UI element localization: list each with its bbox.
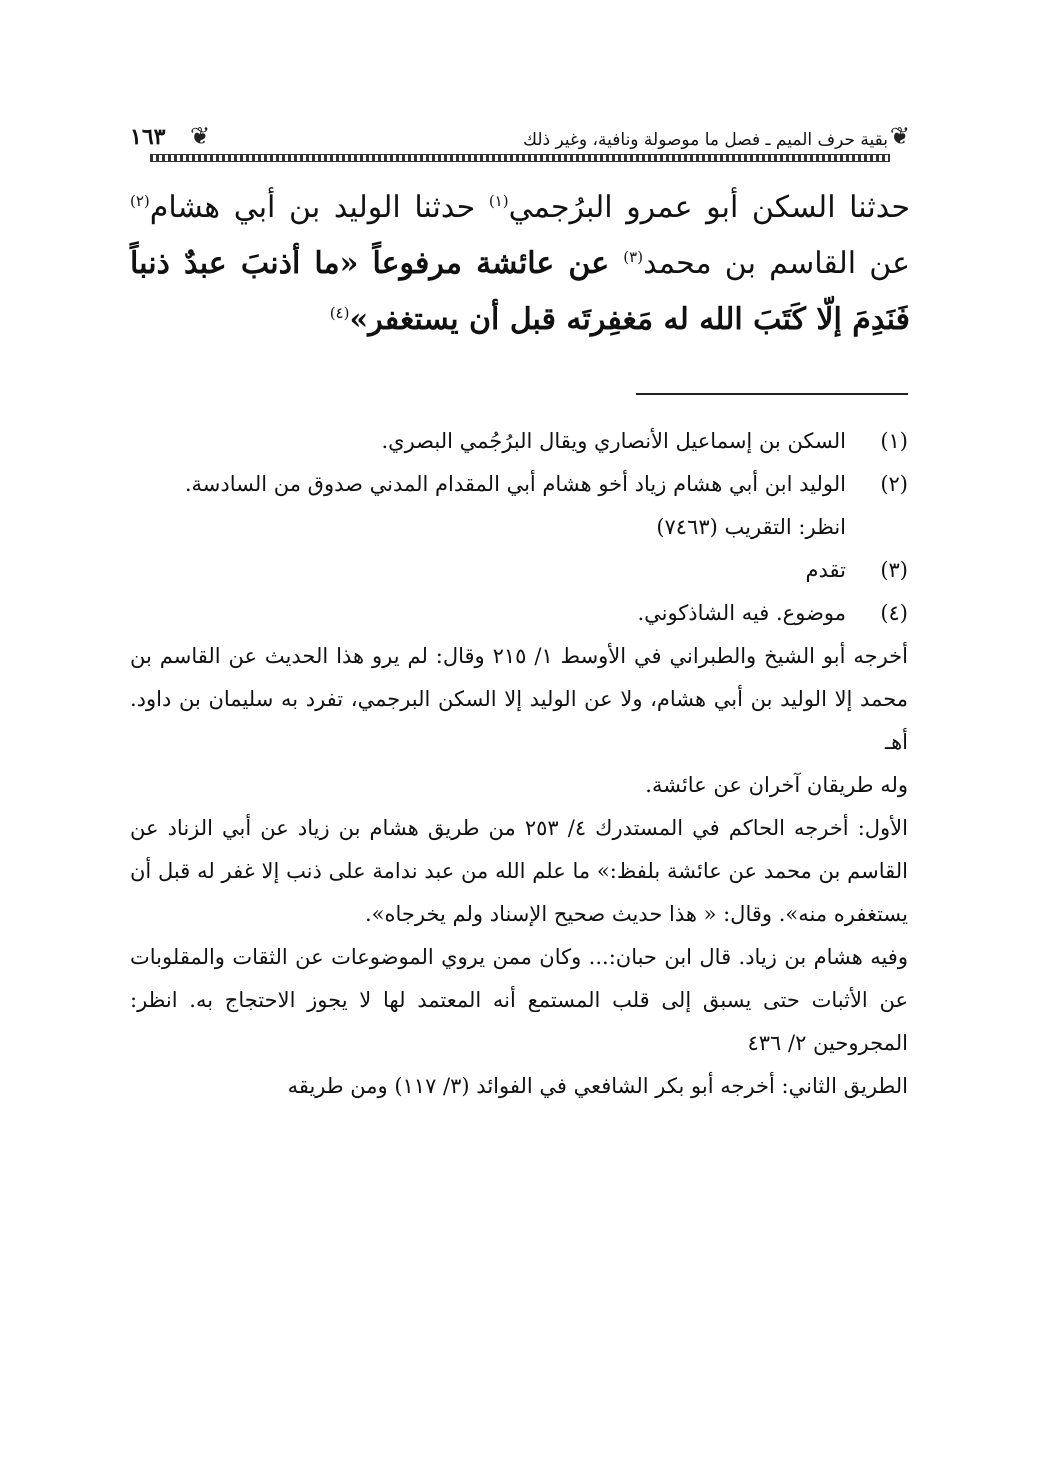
commentary-paragraph: أخرجه أبو الشيخ والطبراني في الأوسط ١/ ٢١٥ وقال: لم يرو هذا الحديث عن القاسم بن محمد إلا الوليد بن أبي هشام، ولا عن الوليد إلا السكن البرجمي، تفرد به سليمان بن داود. أهـ xyxy=(130,644,908,754)
footnote-item xyxy=(130,420,908,463)
commentary-paragraph: الأول: أخرجه الحاكم في المستدرك ٤/ ٢٥٣ من طريق هشام بن زياد عن أبي الزناد عن القاسم بن محمد عن عائشة بلفظ:» ما علم الله من عبد ندامة على ذنب إلا غفر له قبل أن يستغفره منه». وقال: « هذا حديث صحيح الإسناد ولم يخرجاه». xyxy=(130,816,908,926)
footnote-item xyxy=(130,463,908,549)
footnote-separator xyxy=(636,393,908,395)
footnote-line: السكن بن إسماعيل الأنصاري ويقال البرُجُمي البصري. xyxy=(381,429,846,453)
footnote-number: (٣) xyxy=(880,558,908,582)
footnote-line: تقدم xyxy=(805,558,846,582)
footnote-ref[interactable]: (١) xyxy=(488,192,509,210)
commentary-paragraph: وفيه هشام بن زياد. قال ابن حبان:... وكان ممن يروي الموضوعات عن الثقات والمقلوبات عن الأثبات حتى يسبق إلى قلب المستمع أنه المعتمد لها لا يجوز الاحتجاج به. انظر: المجروحين ٢/ ٤٣٦ xyxy=(130,945,908,1055)
footnote-ref[interactable]: (٢) xyxy=(130,192,150,210)
footnote-line: موضوع. فيه الشاذكوني. xyxy=(637,601,846,625)
footnote-item xyxy=(130,549,908,592)
header-decorative-rule xyxy=(150,154,890,162)
main-text-segment: حدثنا الوليد بن أبي هشام xyxy=(149,190,489,225)
running-header xyxy=(130,118,910,162)
ornament-icon: ❦ xyxy=(190,122,211,150)
main-text-segment: عن القاسم بن محمد xyxy=(643,246,910,281)
main-text-segment: حدثنا السكن أبو عمرو البرُجمي xyxy=(508,190,910,225)
footnote-number: (١) xyxy=(880,429,908,453)
footnote-ref[interactable]: (٤) xyxy=(329,304,350,322)
ornament-icon: ❦ xyxy=(889,122,910,150)
footnote-ref[interactable]: (٣) xyxy=(623,248,644,266)
commentary-paragraph: وله طريقان آخران عن عائشة. xyxy=(645,773,908,797)
header-title: بقية حرف الميم ـ فصل ما موصولة ونافية، وغير ذلك xyxy=(523,130,888,150)
footnote-item xyxy=(130,592,908,635)
page-number: ١٦٣ xyxy=(130,124,166,150)
footnotes xyxy=(130,420,908,1108)
hadith-text xyxy=(130,180,910,348)
footnote-line: انظر: التقريب (٧٤٦٣) xyxy=(656,515,846,539)
footnote-number: (٤) xyxy=(880,601,908,625)
hadith-quote: عن عائشة مرفوعاً «ما أذنبَ عبدٌ ذنباً فَنَدِمَ إلّا كَتَبَ الله له مَغفِرتَه قبل أن يستغفر» xyxy=(130,246,910,337)
footnote-line: الوليد ابن أبي هشام زياد أخو هشام أبي المقدام المدني صدوق من السادسة. xyxy=(184,472,846,496)
footnote-number: (٢) xyxy=(880,472,908,496)
commentary-paragraph: الطريق الثاني: أخرجه أبو بكر الشافعي في الفوائد (٣/ ١١٧) ومن طريقه xyxy=(287,1074,908,1098)
